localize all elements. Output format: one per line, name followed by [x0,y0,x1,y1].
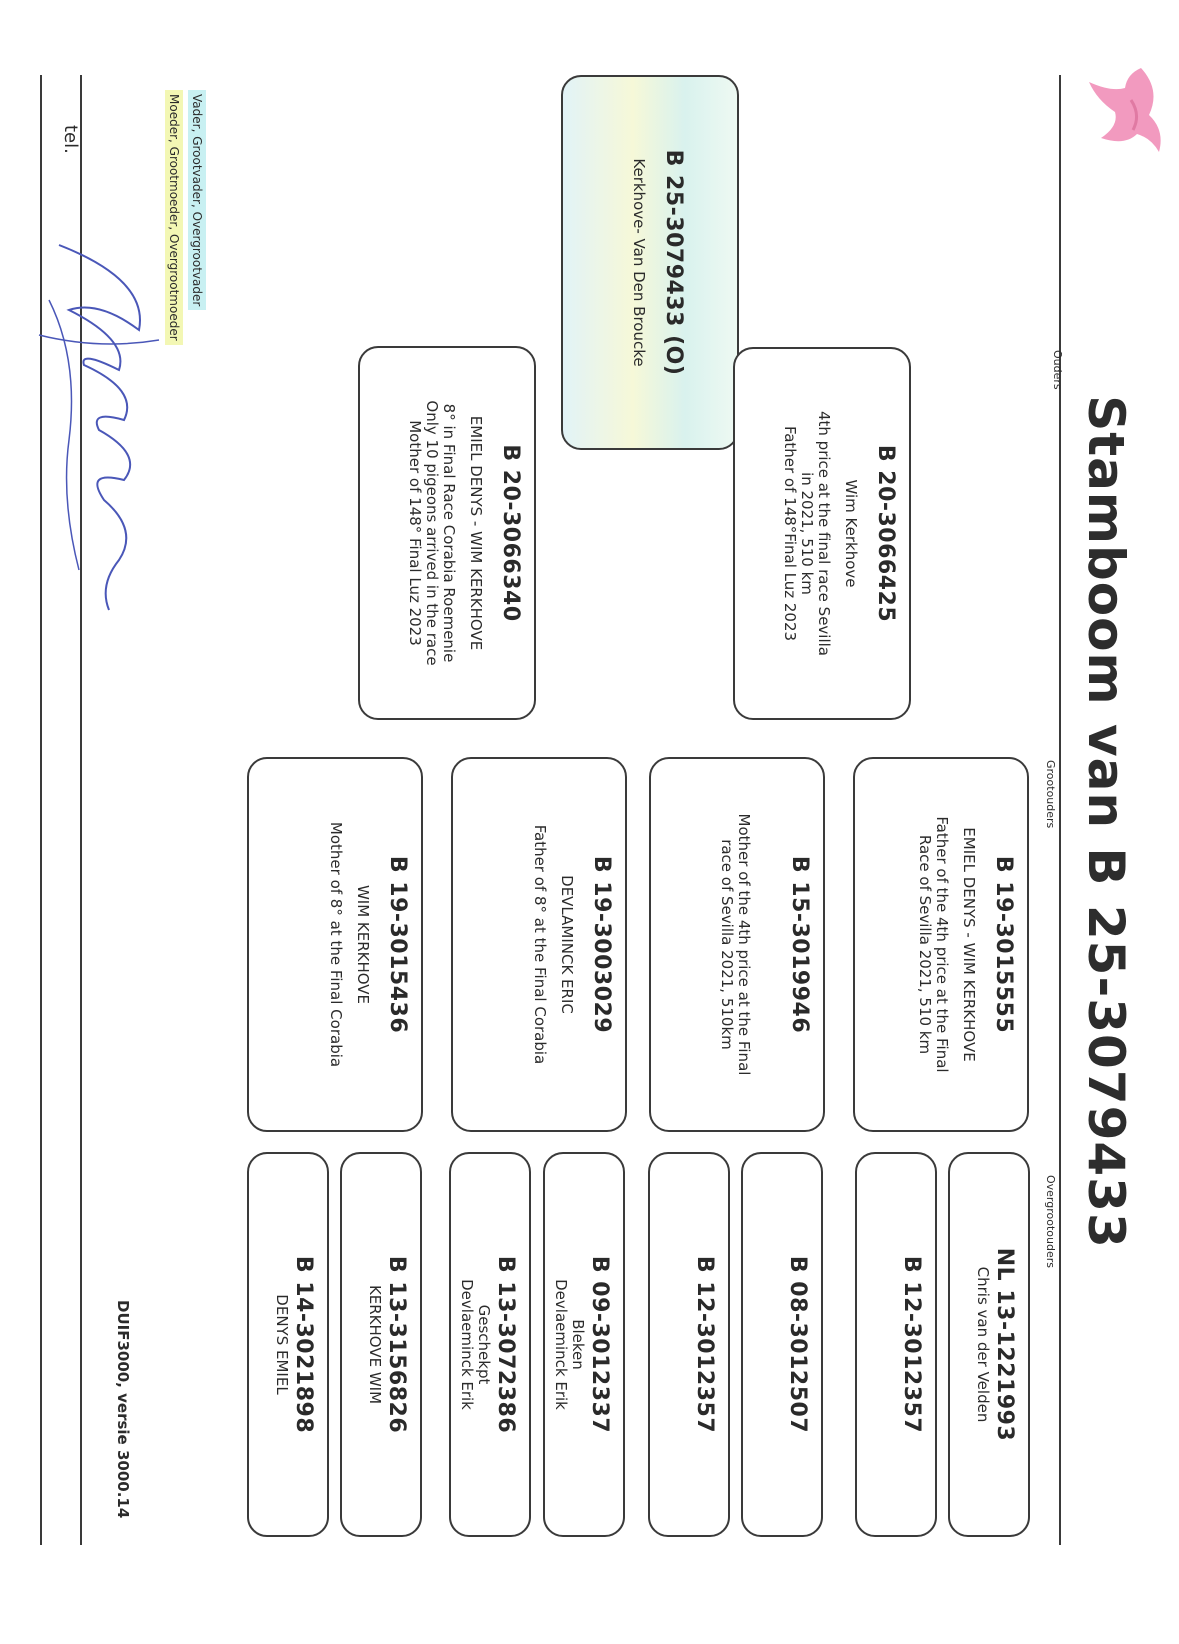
software-version: DUIF3000, versie 3000.14 [114,1300,132,1519]
grandparent-name: WIM KERKHOVE [354,884,372,1005]
legend-father-line: Vader, Grootvader, Overgrootvader [188,90,206,310]
grandparent-box [649,757,825,1132]
subject-name: Kerkhove- Van Den Broucke [630,158,648,367]
father-notes: 4th price at the final race Sevilla in 2021, 510 km Father of 148°Final Luz 2023 [781,410,833,657]
grandparent-ring: B 19-3015555 [991,855,1016,1034]
grandparent-notes: Father of 8° at the Final Corabia [531,824,549,1065]
top-rule [1059,75,1061,1545]
greatgrandparent-ring: B 13-3156826 [384,1255,409,1434]
grandparent-box [247,757,423,1132]
mother-notes: 8° in Final Race Corabia Roemenie Only 10 pigeons arrived in the race Mother of 148° Final Luz 2023 [406,400,458,666]
mother-ring: B 20-3066340 [498,444,523,622]
greatgrandparent-box [449,1152,531,1537]
greatgrandparent-ring: B 09-3012337 [587,1255,612,1434]
greatgrandparent-name: Bleken Devlaeminck Erik [552,1279,587,1410]
grandparent-name: DEVLAMINCK ERIC [558,875,576,1014]
grandparent-notes: Father of the 4th price at the Final Race of Sevilla 2021, 510 km [916,816,951,1073]
handwritten-signature [19,240,179,620]
grandparent-notes: Mother of 8° at the Final Corabia [327,821,345,1068]
grandparent-box [853,757,1029,1132]
greatgrandparent-name: Geschekpt Devlaeminck Erik [458,1279,493,1410]
greatgrandparent-box [340,1152,422,1537]
father-name: Wim Kerkhove [842,479,860,588]
grandparent-notes: Mother of the 4th price at the Final race of Sevilla 2021, 510km [718,813,753,1076]
greatgrandparent-box [247,1152,329,1537]
greatgrandparent-ring: B 13-3072386 [493,1255,518,1434]
grandparent-box [451,757,627,1132]
section-label-greatgrandparents: Overgrootouders [1044,1175,1057,1269]
tel-label: tel. [60,125,81,154]
section-label-grandparents: Grootouders [1044,760,1057,829]
father-ring: B 20-3066425 [873,444,898,623]
greatgrandparent-name: Chris van der Velden [974,1266,992,1423]
greatgrandparent-box [648,1152,730,1537]
greatgrandparent-name: DENYS EMIEL [273,1294,291,1395]
mother-box [358,346,536,720]
greatgrandparent-ring: B 14-3021898 [291,1255,316,1434]
greatgrandparent-ring: B 12-3012357 [692,1255,717,1434]
greatgrandparent-box [543,1152,625,1537]
section-label-parents: Ouders [1051,350,1064,390]
greatgrandparent-name: KERKHOVE WIM [366,1284,384,1405]
greatgrandparent-box [855,1152,937,1537]
legend-mother-line: Moeder, Grootmoeder, Overgrootmoeder [165,90,183,345]
subject-pigeon-box [561,75,739,450]
greatgrandparent-ring: B 08-3012507 [785,1255,810,1434]
greatgrandparent-box [741,1152,823,1537]
mother-name: EMIEL DENYS - WIM KERKHOVE [467,415,485,651]
grandparent-ring: B 19-3003029 [589,855,614,1034]
grandparent-ring: B 19-3015436 [385,855,410,1034]
greatgrandparent-ring: B 12-3012357 [899,1255,924,1434]
greatgrandparent-box [948,1152,1030,1537]
page-title: Stamboom van B 25-3079433 [1077,395,1136,1249]
grandparent-name: EMIEL DENYS - WIM KERKHOVE [960,827,978,1062]
father-box [733,347,911,720]
greatgrandparent-ring: NL 13-1221993 [992,1247,1017,1442]
subject-ring: B 25-3079433 (O) [661,149,686,376]
grandparent-ring: B 15-3019946 [787,855,812,1034]
